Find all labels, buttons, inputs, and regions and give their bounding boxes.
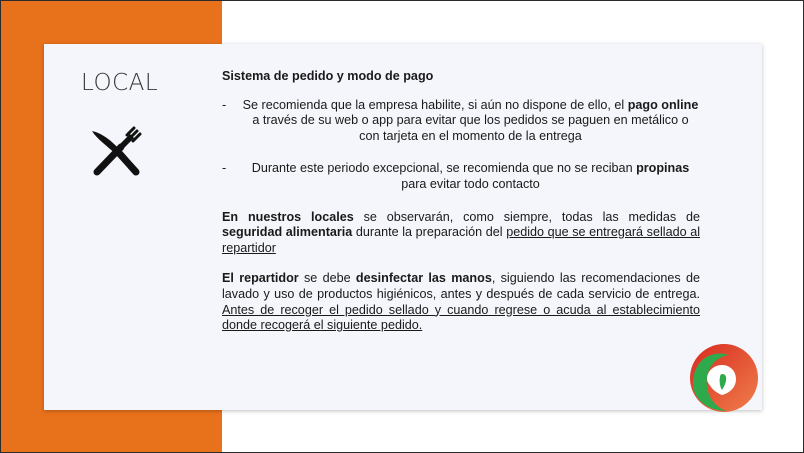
underlined-run: pedido que se entregará sellado al repartidor: [222, 225, 700, 255]
bold-run: desinfectar las manos: [355, 271, 492, 286]
bold-run: El repartidor: [222, 271, 299, 286]
paragraph-repartidor: [222, 271, 700, 333]
bullet-dash: -: [222, 97, 227, 112]
bold-run: En nuestros locales: [222, 209, 354, 224]
brand-logo: [687, 343, 761, 413]
paragraph-locales: [222, 210, 700, 257]
text-run: para evitar todo contacto: [401, 176, 540, 191]
text-run: Se recomienda que la empresa habilite, si aún no dispone de ello, el: [242, 97, 628, 112]
bullet-text: [241, 98, 700, 145]
text-run: se observarán, como siempre, todas las medidas de: [353, 209, 701, 224]
bold-run: seguridad alimentaria: [222, 225, 353, 240]
underlined-run: Antes de recoger el pedido sellado y cuando regrese o acuda al establecimiento donde recogerá el siguiente pedido.: [222, 302, 700, 333]
bullet-item: [222, 161, 700, 192]
text-run: a través de su web o app para evitar que los pedidos se paguen en metálico o con tarjeta en el momento de la entrega: [252, 113, 689, 143]
text-run: , siguiendo las recomendaciones de lavado y uso de productos higiénicos, antes y después de cada servicio de entrega.: [222, 271, 700, 301]
bullet-dash: -: [222, 161, 227, 176]
bullet-text: [241, 161, 700, 192]
text-run: durante la preparación del: [352, 225, 507, 240]
bullet-item: [222, 98, 700, 145]
fork-knife-icon: [88, 124, 144, 180]
bold-run: pago online: [627, 97, 699, 112]
text-run: se debe: [298, 271, 356, 286]
text-run: Durante este periodo excepcional, se recomienda que no se reciban: [251, 161, 637, 176]
main-text: [222, 69, 700, 349]
section-title: LOCAL: [81, 70, 159, 96]
bold-run: propinas: [636, 161, 690, 176]
heading: Sistema de pedido y modo de pago: [222, 69, 434, 83]
content-card: [44, 44, 762, 410]
